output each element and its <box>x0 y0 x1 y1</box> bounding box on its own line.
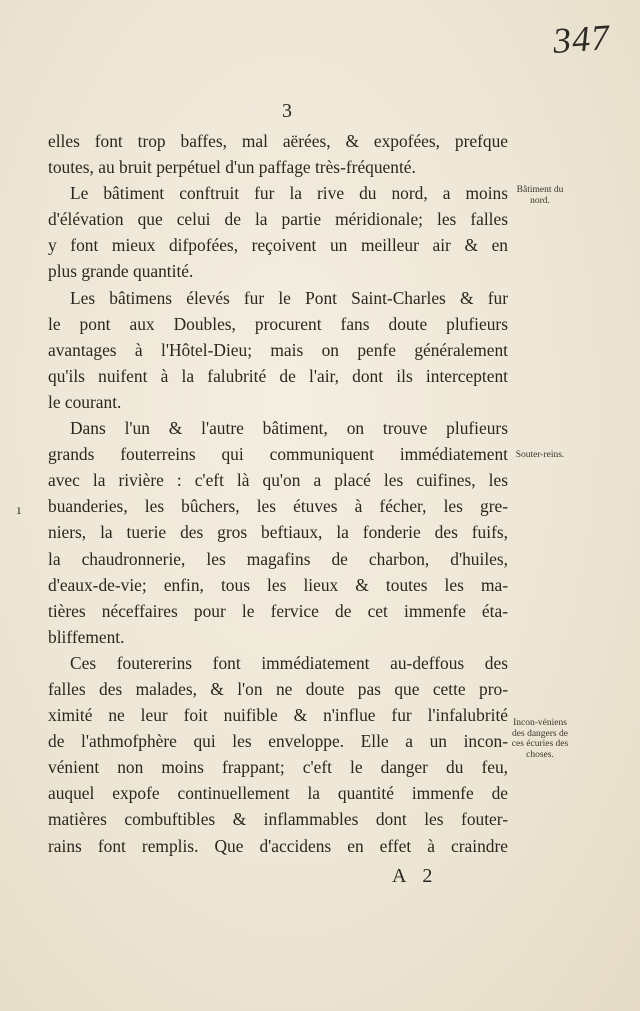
text-line: y font mieux difpofées, reçoivent un meilleur air & en <box>48 235 508 256</box>
margin-note-souterreins: Souter-reins. <box>515 450 565 460</box>
text-line: de l'athmofphère qui les enveloppe. Elle a un incon- <box>48 731 508 752</box>
text-line: tières néceffaires pour le fervice de cet immenfe éta- <box>48 600 508 621</box>
text-line: matières combuftibles & inflammables dont les fouter- <box>48 809 508 830</box>
text-line: qu'ils nuifent à la falubrité de l'air, dont ils interceptent <box>48 365 508 386</box>
text-line: la chaudronnerie, les magafins de charbon, d'huiles, <box>48 548 508 569</box>
text-line: avantages à l'Hôtel-Dieu; mais on penfe généralement <box>48 339 508 360</box>
text-line: plus grande quantité. <box>48 261 194 282</box>
text-line: Le bâtiment conftruit fur la rive du nord, a moins <box>70 183 508 204</box>
text-line: grands fouterreins qui communiquent immédiatement <box>48 444 508 465</box>
margin-note-inconveniens: Incon-véniens des dangers de ces écuries des choses. <box>511 718 569 760</box>
text-line: buanderies, les bûchers, les étuves à fécher, les gre- <box>48 496 508 517</box>
text-line: elles font trop baffes, mal aërées, & expofées, prefque <box>48 131 508 151</box>
text-line: Les bâtimens élevés fur le Pont Saint-Charles & fur <box>70 287 508 308</box>
text-line: auquel expofe continuellement la quantité immenfe de <box>48 783 508 804</box>
text-line: le pont aux Doubles, procurent fans doute plufieurs <box>48 313 508 334</box>
text-line: toutes, au bruit perpétuel d'un paffage très-fréquenté. <box>48 157 416 178</box>
text-line: ximité ne leur foit nuifible & n'influe fur l'infalubrité <box>48 705 508 726</box>
text-line: vénient non moins frappant; c'eft le danger du feu, <box>48 757 508 778</box>
text-line: Ces foutererins font immédiatement au-deffous des <box>70 652 508 673</box>
ink-mark: ı <box>17 503 21 517</box>
body-text <box>48 128 508 859</box>
text-line: le courant. <box>48 391 122 412</box>
folio-number: 347 <box>551 17 612 61</box>
text-line: falles des malades, & l'on ne doute pas que cette pro- <box>48 678 508 699</box>
margin-note-batiment: Bâtiment du nord. <box>516 185 564 206</box>
text-line: bliffement. <box>48 626 125 647</box>
text-line: niers, la tuerie des gros beftiaux, la fonderie des fuifs, <box>48 522 508 543</box>
text-line: rains font remplis. Que d'accidens en effet à craindre <box>48 835 508 856</box>
signature-mark: A 2 <box>392 865 439 887</box>
text-line: d'élévation que celui de la partie méridionale; les falles <box>48 209 508 230</box>
text-line: d'eaux-de-vie; enfin, tous les lieux & toutes les ma- <box>48 574 508 595</box>
text-line: Dans l'un & l'autre bâtiment, on trouve plufieurs <box>70 418 508 439</box>
text-line: avec la rivière : c'eft là qu'on a placé les cuifines, les <box>48 470 508 491</box>
page-number: 3 <box>282 100 292 122</box>
